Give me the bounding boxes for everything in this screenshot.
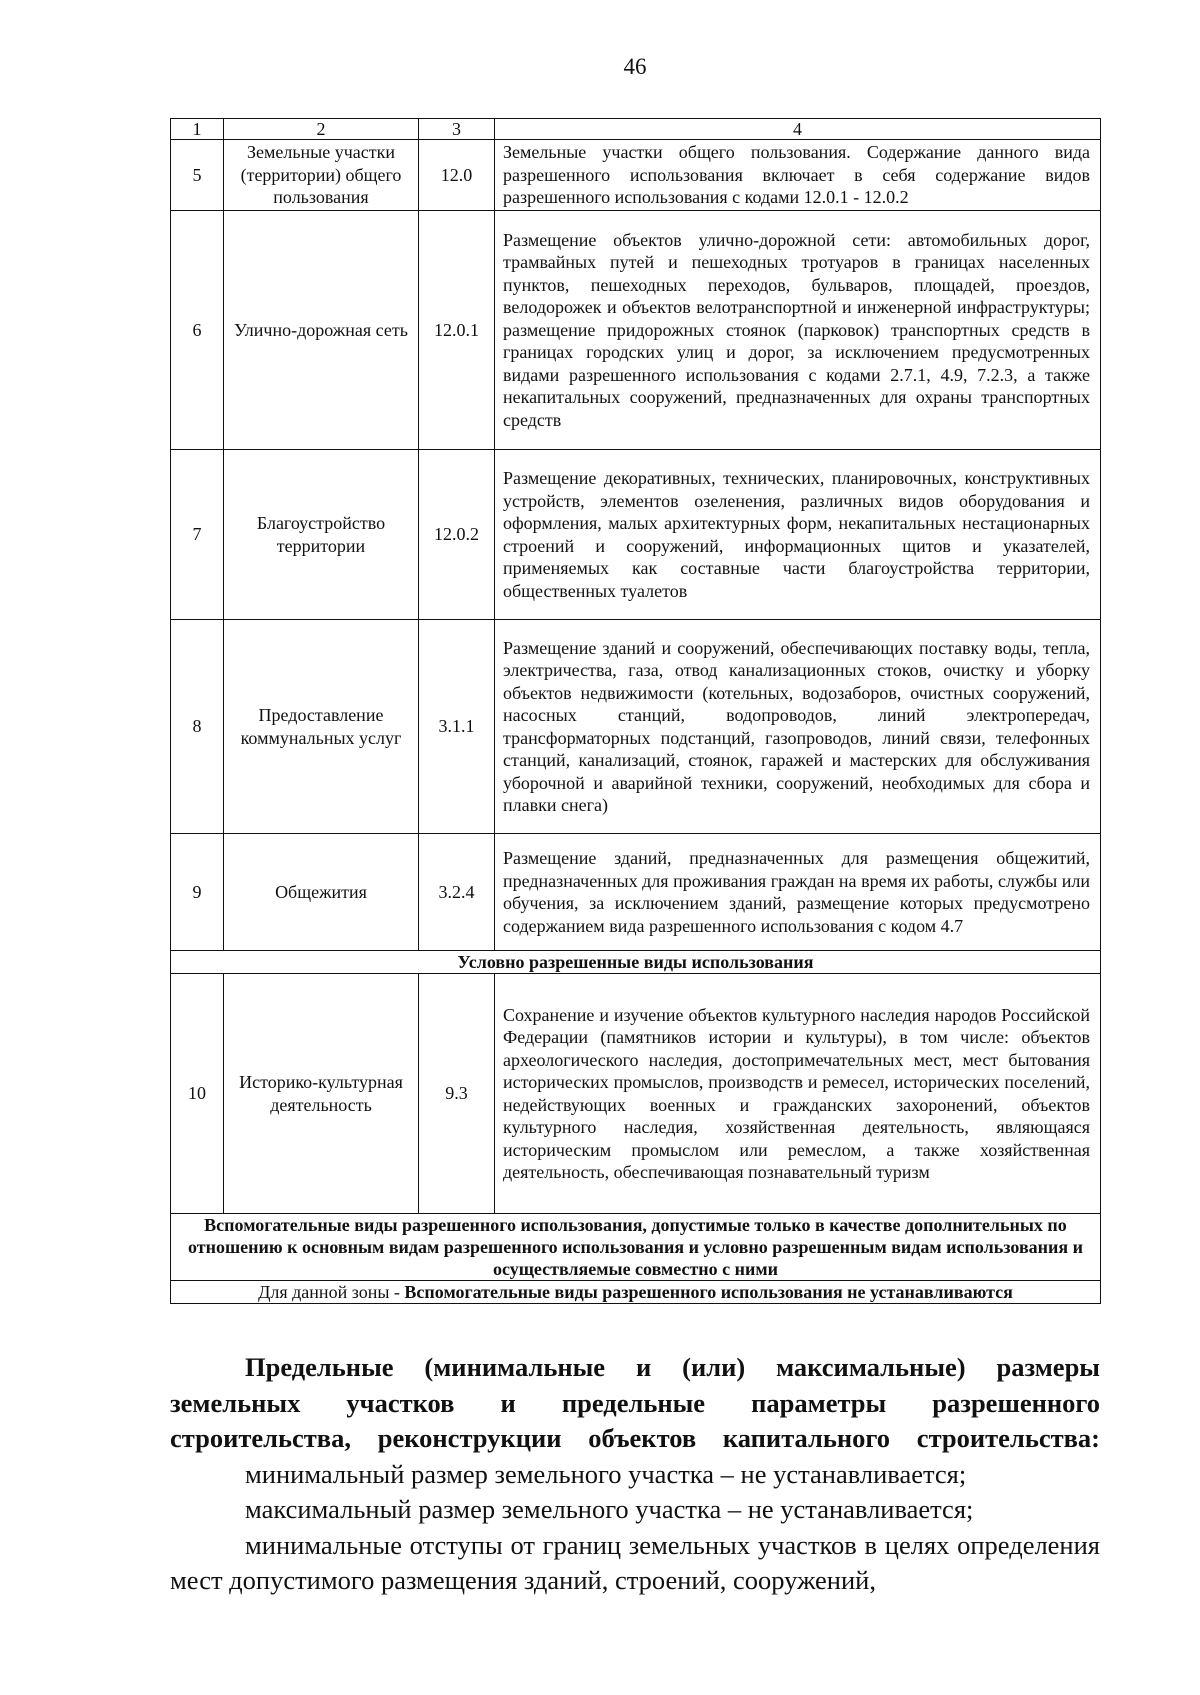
auxiliary-note bbox=[171, 1281, 1101, 1304]
section-row bbox=[171, 1214, 1101, 1281]
paragraph: максимальный размер земельного участка – не устанавливается; bbox=[245, 1494, 974, 1524]
row-number: 10 bbox=[171, 974, 224, 1214]
use-type-code: 9.3 bbox=[419, 974, 495, 1214]
page-number: 46 bbox=[623, 54, 647, 79]
table-row bbox=[171, 450, 1101, 620]
use-type-description: Земельные участки общего пользования. Содержание данного вида разрешенного использования включает в себя содержание видов разрешенного использования с кодами 12.0.1 - 12.0.2 bbox=[495, 140, 1101, 211]
note-row bbox=[171, 1281, 1101, 1304]
use-type-description: Размещение объектов улично-дорожной сети: автомобильных дорог, трамвайных путей и пешеходных тротуаров в границах населенных пунктов, пешеходных переходов, бульваров, площадей, проездов, велодорожек и объектов велотранспортной и инженерной инфраструктуры; размещение придорожных стоянок (парковок) транспортных средств в границах городских улиц и дорог, за исключением предусмотренных видами разрешенного использования с кодами 2.7.1, 4.9, 7.2.3, а также некапитальных сооружений, предназначенных для охраны транспортных средств bbox=[495, 211, 1101, 450]
use-type-name: Улично-дорожная сеть bbox=[224, 211, 419, 450]
section-row bbox=[171, 951, 1101, 974]
use-type-description: Сохранение и изучение объектов культурного наследия народов Российской Федерации (памятников истории и культуры), в том числе: объектов археологического наследия, достопримечательных мест, мест бытования исторических промыслов, производств и ремесел, исторических поселений, недействующих военных и гражданских захоронений, объектов культурного наследия, хозяйственная деятельность, являющаяся историческим промыслом или ремеслом, а также хозяйственная деятельность, обеспечивающая познавательный туризм bbox=[495, 974, 1101, 1214]
row-number: 7 bbox=[171, 450, 224, 620]
row-number: 8 bbox=[171, 620, 224, 834]
column-header: 2 bbox=[224, 119, 419, 140]
use-type-name: Общежития bbox=[224, 834, 419, 951]
use-type-description: Размещение зданий, предназначенных для размещения общежитий, предназначенных для проживания граждан на время их работы, службы или обучения, за исключением зданий, размещение которых предусмотрено содержанием вида разрешенного использования с кодом 4.7 bbox=[495, 834, 1101, 951]
use-type-code: 12.0.2 bbox=[419, 450, 495, 620]
table-row bbox=[171, 834, 1101, 951]
land-use-table bbox=[170, 118, 1101, 1304]
parameters-heading bbox=[170, 1350, 1100, 1457]
paragraph: минимальный размер земельного участка – не устанавливается; bbox=[245, 1458, 967, 1489]
table-row bbox=[171, 140, 1101, 211]
column-header: 4 bbox=[495, 119, 1101, 140]
table-row bbox=[171, 211, 1101, 450]
note-bold-text: Вспомогательные виды разрешенного использования не устанавливаются bbox=[404, 1282, 1013, 1302]
table-header-row bbox=[171, 119, 1101, 140]
use-type-code: 12.0.1 bbox=[419, 211, 495, 450]
row-number: 5 bbox=[171, 140, 224, 211]
use-type-name: Историко-культурная деятельность bbox=[224, 974, 419, 1214]
use-type-code: 12.0 bbox=[419, 140, 495, 211]
use-type-code: 3.1.1 bbox=[419, 620, 495, 834]
use-type-name: Предоставление коммунальных услуг bbox=[224, 620, 419, 834]
section-auxiliary-heading: Вспомогательные виды разрешенного использования, допустимые только в качестве дополнительных по отношению к основным видам разрешенного использования и условно разрешенным видам использования и осуществляемые совместно с ними bbox=[171, 1214, 1101, 1281]
body-text bbox=[170, 1350, 1100, 1599]
column-header: 3 bbox=[419, 119, 495, 140]
use-type-name: Земельные участки (территории) общего пользования bbox=[224, 140, 419, 211]
row-number: 6 bbox=[171, 211, 224, 450]
paragraph: минимальные отступы от границ земельных участков в целях определения мест допустимого размещения зданий, строений, сооружений, bbox=[170, 1529, 1100, 1595]
use-type-code: 3.2.4 bbox=[419, 834, 495, 951]
use-type-name: Благоустройство территории bbox=[224, 450, 419, 620]
heading-line: земельных участков и предельные параметры разрешенного bbox=[170, 1387, 1100, 1418]
table-row bbox=[171, 974, 1101, 1214]
use-type-description: Размещение декоративных, технических, планировочных, конструктивных устройств, элементов озеленения, различных видов оборудования и оформления, малых архитектурных форм, некапитальных нестационарных строений и сооружений, информационных щитов и указателей, применяемых как составные части благоустройства территории, общественных туалетов bbox=[495, 450, 1101, 620]
use-type-description: Размещение зданий и сооружений, обеспечивающих поставку воды, тепла, электричества, газа, отвод канализационных стоков, очистку и уборку объектов недвижимости (котельных, водозаборов, очистных сооружений, насосных станций, водопроводов, линий электропередач, трансформаторных подстанций, газопроводов, линий связи, телефонных станций, канализаций, стоянок, гаражей и мастерских для обслуживания уборочной и аварийной техники, сооружений, необходимых для сбора и плавки снега) bbox=[495, 620, 1101, 834]
column-header: 1 bbox=[171, 119, 224, 140]
heading-line: Предельные (минимальные и (или) максимальные) размеры bbox=[245, 1352, 1100, 1382]
table-row bbox=[171, 620, 1101, 834]
heading-line: строительства, реконструкции объектов капитального строительства: bbox=[170, 1423, 1100, 1453]
section-conditional-heading: Условно разрешенные виды использования bbox=[171, 951, 1101, 974]
row-number: 9 bbox=[171, 834, 224, 951]
note-prefix: Для данной зоны - bbox=[258, 1282, 405, 1302]
